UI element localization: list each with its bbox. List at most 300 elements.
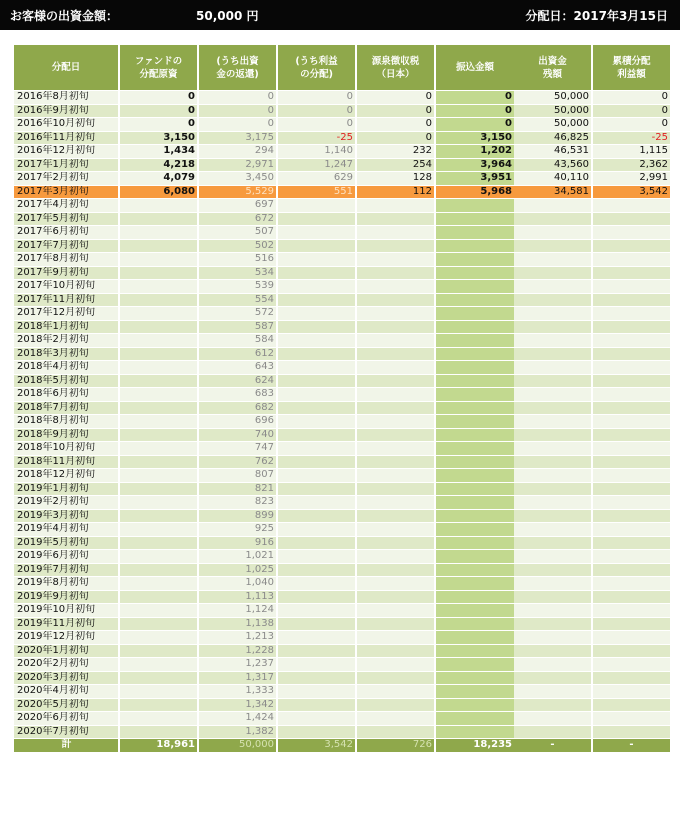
table-row [14,132,514,145]
table-row [14,267,514,280]
cell-fund: 0 [120,105,197,118]
cell-fund [120,361,197,374]
cell-transfer [436,591,514,604]
cell-cumulative: 0 [593,91,670,104]
cell-cumulative [593,699,670,712]
balance-row [514,496,670,509]
cell-date: 2019年11月初旬 [14,618,118,631]
cell-fund [120,402,197,415]
cell-date: 2018年3月初旬 [14,348,118,361]
cell-return: 1,040 [199,577,276,590]
balance-row [514,591,670,604]
cell-transfer [436,375,514,388]
cell-tax: 254 [357,159,434,172]
cell-balance [514,253,591,266]
cell-cumulative [593,496,670,509]
col-header-date: 分配日 [14,45,118,90]
balance-row [514,510,670,523]
cell-date: 2019年8月初旬 [14,577,118,590]
cell-fund [120,631,197,644]
cell-date: 2017年4月初旬 [14,199,118,212]
cell-date: 2018年2月初旬 [14,334,118,347]
cell-balance [514,442,591,455]
cell-return: 925 [199,523,276,536]
cell-balance [514,456,591,469]
cell-tax [357,442,434,455]
balance-row [514,280,670,293]
cell-balance: 43,560 [514,159,591,172]
cell-transfer [436,267,514,280]
balance-row [514,145,670,158]
cell-fund [120,483,197,496]
cell-date: 2018年10月初旬 [14,442,118,455]
balance-row [514,658,670,671]
cell-date: 2020年3月初旬 [14,672,118,685]
cell-cumulative [593,510,670,523]
cell-fund [120,280,197,293]
cell-fund [120,726,197,739]
table-row [14,307,514,320]
cell-cumulative [593,537,670,550]
cell-return: 821 [199,483,276,496]
cell-date: 2016年8月初旬 [14,91,118,104]
table-row [14,685,514,698]
cell-fund [120,699,197,712]
cell-date: 2016年10月初旬 [14,118,118,131]
cell-profit [278,699,355,712]
cell-date: 2020年5月初旬 [14,699,118,712]
balance-row [514,132,670,145]
totals-row [14,739,514,752]
cell-balance: 50,000 [514,91,591,104]
cell-profit [278,442,355,455]
cell-profit [278,523,355,536]
cell-return: 1,113 [199,591,276,604]
cell-tax [357,631,434,644]
cell-cumulative [593,388,670,401]
cell-profit [278,456,355,469]
cell-balance [514,577,591,590]
cell-balance [514,415,591,428]
cell-cumulative: 1,115 [593,145,670,158]
cell-cumulative [593,658,670,671]
cell-tax [357,294,434,307]
cell-date: 2020年2月初旬 [14,658,118,671]
balance-row [514,267,670,280]
cell-cumulative: -25 [593,132,670,145]
balance-row [514,456,670,469]
cell-tax: 112 [357,186,434,199]
investment-amount-label: お客様の出資金額： [10,8,119,23]
table-row [14,186,514,199]
balance-row [514,334,670,347]
cell-transfer [436,699,514,712]
cell-transfer: 0 [436,105,514,118]
cell-transfer [436,685,514,698]
cell-fund [120,591,197,604]
balance-row [514,712,670,725]
cell-transfer [436,361,514,374]
cell-transfer [436,658,514,671]
cell-profit [278,726,355,739]
cell-transfer [436,604,514,617]
table-row [14,591,514,604]
cell-tax [357,496,434,509]
cell-fund [120,388,197,401]
cell-date: 2019年1月初旬 [14,483,118,496]
cell-return: 1,124 [199,604,276,617]
cell-cumulative [593,645,670,658]
cell-profit [278,415,355,428]
cell-return: 502 [199,240,276,253]
cell-cumulative [593,577,670,590]
cell-return: 1,382 [199,726,276,739]
balance-row [514,199,670,212]
cell-return: 587 [199,321,276,334]
cell-return: 672 [199,213,276,226]
cell-balance [514,658,591,671]
cell-fund [120,564,197,577]
balance-row [514,91,670,104]
cell-profit [278,402,355,415]
cell-date: 2017年10月初旬 [14,280,118,293]
cell-profit [278,226,355,239]
cell-fund [120,267,197,280]
cell-profit [278,483,355,496]
col-header-transfer: 振込金額 [436,45,514,90]
cell-transfer: 3,150 [436,132,514,145]
cell-tax [357,685,434,698]
cell-tax: 232 [357,145,434,158]
balance-row [514,321,670,334]
cell-return: 0 [199,105,276,118]
cell-return: 762 [199,456,276,469]
cell-fund [120,375,197,388]
cell-transfer [436,348,514,361]
cell-balance [514,672,591,685]
cell-tax: 0 [357,132,434,145]
cell-profit: 0 [278,118,355,131]
cell-transfer: 3,951 [436,172,514,185]
cell-date: 2020年4月初旬 [14,685,118,698]
cell-date: 2020年1月初旬 [14,645,118,658]
cell-profit [278,685,355,698]
table-row [14,483,514,496]
col-header-fund: ファンドの 分配原資 [120,45,197,90]
cell-date: 2017年12月初旬 [14,307,118,320]
cell-balance: 50,000 [514,105,591,118]
cell-fund: 4,218 [120,159,197,172]
table-row [14,172,514,185]
cell-balance [514,645,591,658]
cell-balance [514,294,591,307]
balance-row [514,226,670,239]
table-row [14,523,514,536]
cell-profit [278,631,355,644]
cell-transfer: 0 [436,118,514,131]
table-row [14,280,514,293]
cell-balance [514,631,591,644]
cell-tax [357,672,434,685]
cell-cumulative [593,402,670,415]
balance-row [514,645,670,658]
cell-tax: 0 [357,105,434,118]
distribution-table-body [14,91,514,752]
cell-date: 2017年2月初旬 [14,172,118,185]
table-row [14,456,514,469]
cell-date: 2017年7月初旬 [14,240,118,253]
cell-transfer [436,726,514,739]
cell-balance [514,361,591,374]
cell-cumulative: 2,362 [593,159,670,172]
balance-row [514,550,670,563]
table-row [14,618,514,631]
cell-date: 2019年3月初旬 [14,510,118,523]
cell-return: 516 [199,253,276,266]
cell-transfer [436,442,514,455]
balance-table-body [514,91,670,752]
cell-fund [120,253,197,266]
cell-return: 624 [199,375,276,388]
cell-cumulative [593,631,670,644]
cell-date: 2016年9月初旬 [14,105,118,118]
cell-profit [278,307,355,320]
balance-row [514,577,670,590]
cell-profit: 0 [278,105,355,118]
cell-fund [120,510,197,523]
balance-row [514,442,670,455]
cell-transfer [436,510,514,523]
cell-profit: 0 [278,91,355,104]
cell-profit [278,199,355,212]
cell-balance [514,618,591,631]
cell-return: 1,342 [199,699,276,712]
cell-balance: 46,825 [514,132,591,145]
cell-date: 2019年7月初旬 [14,564,118,577]
cell-fund [120,618,197,631]
cell-profit: 1,140 [278,145,355,158]
cell-balance [514,267,591,280]
table-row [14,577,514,590]
cell-profit [278,550,355,563]
cell-fund [120,199,197,212]
table-header-row [14,45,514,90]
table-row [14,604,514,617]
cell-balance [514,334,591,347]
cell-fund: 4,079 [120,172,197,185]
cell-date: 2017年3月初旬 [14,186,118,199]
cell-date: 2018年12月初旬 [14,469,118,482]
cell-cumulative [593,321,670,334]
cell-transfer [436,550,514,563]
balance-row [514,429,670,442]
cell-profit [278,213,355,226]
total-profit: 3,542 [278,739,355,752]
cell-date: 2019年9月初旬 [14,591,118,604]
cell-tax [357,469,434,482]
cell-fund [120,429,197,442]
cell-balance [514,726,591,739]
cell-tax [357,334,434,347]
cell-balance [514,388,591,401]
cell-return: 683 [199,388,276,401]
cell-cumulative [593,361,670,374]
table-row [14,510,514,523]
cell-balance [514,199,591,212]
balance-row [514,240,670,253]
cell-return: 584 [199,334,276,347]
cell-transfer [436,645,514,658]
cell-transfer [436,483,514,496]
cell-balance [514,280,591,293]
cell-transfer [436,577,514,590]
balance-row [514,604,670,617]
balance-totals-row [514,739,670,752]
balance-row [514,253,670,266]
cell-tax [357,699,434,712]
total-cumulative: - [593,739,670,752]
cell-cumulative [593,442,670,455]
cell-fund [120,469,197,482]
cell-fund: 0 [120,118,197,131]
cell-transfer [436,213,514,226]
balance-row [514,631,670,644]
cell-tax [357,429,434,442]
cell-date: 2018年6月初旬 [14,388,118,401]
cell-return: 5,529 [199,186,276,199]
cell-tax [357,591,434,604]
cell-balance [514,564,591,577]
cell-profit [278,240,355,253]
cell-date: 2018年7月初旬 [14,402,118,415]
cell-fund [120,537,197,550]
cell-date: 2017年1月初旬 [14,159,118,172]
cell-profit [278,645,355,658]
cell-transfer [436,402,514,415]
total-fund: 18,961 [120,739,197,752]
cell-date: 2019年12月初旬 [14,631,118,644]
cell-transfer [436,321,514,334]
cell-profit [278,321,355,334]
cell-profit [278,388,355,401]
table-row [14,564,514,577]
cell-cumulative [593,267,670,280]
cell-cumulative [593,550,670,563]
cell-tax [357,658,434,671]
cell-date: 2018年4月初旬 [14,361,118,374]
table-row [14,294,514,307]
table-row [14,105,514,118]
balance-row [514,307,670,320]
cell-balance [514,483,591,496]
cell-fund [120,240,197,253]
cell-tax [357,226,434,239]
cell-profit [278,361,355,374]
cell-tax [357,550,434,563]
cell-cumulative [593,469,670,482]
cell-transfer: 0 [436,91,514,104]
cell-profit: -25 [278,132,355,145]
cell-return: 3,175 [199,132,276,145]
cell-profit [278,510,355,523]
table-row [14,429,514,442]
cell-cumulative [593,415,670,428]
cell-cumulative [593,564,670,577]
cell-transfer [436,307,514,320]
balance-row [514,469,670,482]
cell-cumulative [593,456,670,469]
table-row [14,672,514,685]
cell-return: 612 [199,348,276,361]
cell-cumulative [593,604,670,617]
table-row [14,658,514,671]
cell-transfer: 3,964 [436,159,514,172]
cell-return: 1,138 [199,618,276,631]
cell-return: 554 [199,294,276,307]
cell-tax [357,456,434,469]
balance-row [514,523,670,536]
table-row [14,712,514,725]
cell-date: 2020年7月初旬 [14,726,118,739]
total-label: 計 [14,739,118,752]
table-row [14,348,514,361]
cell-fund [120,294,197,307]
cell-balance: 46,531 [514,145,591,158]
col-header-balance: 出資金 残額 [514,45,591,90]
balance-header-row [514,45,670,90]
cell-date: 2017年9月初旬 [14,267,118,280]
cell-return: 682 [199,402,276,415]
table-row [14,550,514,563]
cell-return: 294 [199,145,276,158]
balance-row [514,348,670,361]
cell-fund [120,672,197,685]
balance-row [514,699,670,712]
cell-fund [120,348,197,361]
cell-return: 823 [199,496,276,509]
distribution-date: 分配日：2017年3月15日 [525,8,668,23]
cell-cumulative [593,226,670,239]
cell-transfer [436,672,514,685]
table-row [14,469,514,482]
table-row [14,402,514,415]
cell-tax: 0 [357,118,434,131]
cell-profit [278,591,355,604]
cell-transfer [436,523,514,536]
balance-row [514,483,670,496]
cell-tax [357,726,434,739]
cell-tax [357,645,434,658]
cell-balance [514,712,591,725]
cell-return: 3,450 [199,172,276,185]
cell-fund [120,712,197,725]
cell-profit [278,672,355,685]
cell-tax [357,280,434,293]
cell-profit: 629 [278,172,355,185]
cell-return: 1,025 [199,564,276,577]
cell-transfer [436,334,514,347]
cell-transfer [436,280,514,293]
cell-transfer [436,537,514,550]
cell-return: 1,021 [199,550,276,563]
cell-balance [514,685,591,698]
balance-row [514,294,670,307]
cell-profit: 1,247 [278,159,355,172]
cell-profit [278,429,355,442]
table-row [14,334,514,347]
cell-date: 2016年12月初旬 [14,145,118,158]
cell-return: 0 [199,91,276,104]
